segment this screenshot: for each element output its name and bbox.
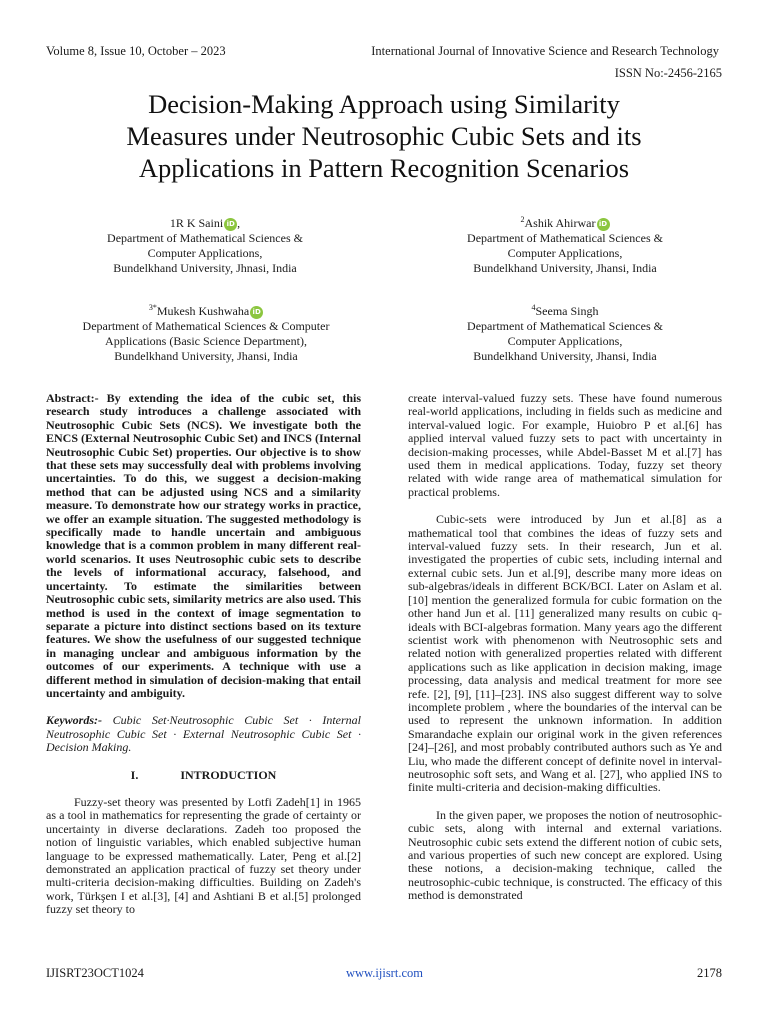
right-column bbox=[408, 392, 722, 903]
orcid-icon[interactable]: iD bbox=[224, 218, 237, 231]
body-paragraph-1: create interval-valued fuzzy sets. These have found numerous real-world applications, including in fields such as medicine and interval-valued logic. For example, Huiobro P et al.[6] has applied interval valued fuzzy sets to pact with uncertainty in decision-making processes, while Abdel-Basset M et al.[7] has used them in medical applications. Today, fuzzy set theory related with wide range area of mathematical simulation for practical problems. bbox=[408, 391, 722, 499]
intro-paragraph: Fuzzy-set theory was presented by Lotfi Zadeh[1] in 1965 as a tool in mathematics for representing the grade of certainty or uncertainty in diverse declarations. Zadeh too proposed the notion of linguistic variables, which enabled subjective human language to be expressed mathematically. Later, Peng et al.[2] demonstrated an application practical of fuzzy set theory under multi-criteria decision-making difficulties. Building on Zadeh's work, Türkşen I et al.[3], [4] and Ashtiani B et al.[5] prolonged fuzzy set theory to bbox=[46, 794, 361, 917]
author-name: $^4$Seema Singh bbox=[531, 303, 599, 318]
header-volume: Volume 8, Issue 10, October – 2023 bbox=[46, 44, 226, 58]
author-affiliation: Bundelkhand University, Jhansi, India bbox=[114, 349, 298, 363]
paper-title bbox=[40, 88, 728, 184]
keywords-text: Cubic Set·Neutrosophic Cubic Set · Internal Neutrosophic Cubic Set · External Neutrosophic Cubic Set · Decision Making. bbox=[46, 713, 361, 755]
author-name: $^2$Ashik Ahirwar iD bbox=[420, 216, 710, 231]
section-title: INTRODUCTION bbox=[180, 767, 277, 782]
author-affiliation: Department of Mathematical Sciences & Computer bbox=[82, 319, 330, 333]
body-paragraph-3: In the given paper, we proposes the notion of neutrosophic-cubic sets, along with internal and external variations. Neutrosophic cubic sets extend the different notion of cubic sets, and various properties of such new concept are explored. Using these notions, a decision-making technique, called the neutrosophic-cubic technique, is constructed. The efficacy of this method is demonstrated bbox=[408, 807, 722, 903]
author-block-1 bbox=[60, 216, 350, 276]
footer-page-number: 2178 bbox=[697, 966, 722, 980]
author-affiliation: Computer Applications, bbox=[507, 334, 623, 348]
title-line: Measures under Neutrosophic Cubic Sets and its bbox=[126, 121, 642, 151]
section-heading bbox=[46, 769, 361, 782]
title-line: Applications in Pattern Recognition Scenarios bbox=[138, 153, 630, 183]
author-affiliation: Computer Applications, bbox=[507, 246, 623, 260]
author-affiliation: Computer Applications, bbox=[147, 246, 263, 260]
keywords bbox=[46, 714, 361, 754]
author-block-2 bbox=[420, 216, 710, 276]
orcid-icon[interactable]: iD bbox=[597, 218, 610, 231]
author-affiliation: Department of Mathematical Sciences & bbox=[467, 231, 663, 245]
footer-paper-id: IJISRT23OCT1024 bbox=[46, 966, 144, 980]
author-block-4 bbox=[420, 304, 710, 364]
title-line: Decision-Making Approach using Similarity bbox=[148, 89, 620, 119]
left-column bbox=[46, 392, 361, 917]
header-issn: ISSN No:-2456-2165 bbox=[614, 66, 722, 80]
author-affiliation: Department of Mathematical Sciences & bbox=[107, 231, 303, 245]
section-number: I. bbox=[130, 767, 139, 782]
keywords-label: Keywords:- bbox=[46, 713, 102, 728]
orcid-icon[interactable]: iD bbox=[250, 306, 263, 319]
author-name: 1R K Saini iD , bbox=[169, 216, 241, 230]
author-affiliation: Department of Mathematical Sciences & bbox=[467, 319, 663, 333]
header-journal: International Journal of Innovative Science and Research Technology bbox=[371, 44, 719, 58]
footer-website-link[interactable]: www.ijisrt.com bbox=[346, 966, 423, 980]
author-affiliation: Bundelkhand University, Jhansi, India bbox=[473, 349, 657, 363]
author-affiliation: Bundelkhand University, Jhnasi, India bbox=[113, 261, 297, 275]
author-affiliation: Bundelkhand University, Jhansi, India bbox=[473, 261, 657, 275]
body-paragraph-2: Cubic-sets were introduced by Jun et al.[8] as a mathematical tool that combines the ideas of fuzzy sets and interval-valued fuzzy sets. In their research, Jun et al. investigated the properties of cubic sets, including internal and external cubic sets. Jun et al.[9], describe many more ideas on sub-algebras/ideals in different BCK/BCI. Later on Aslam et al.[10] mention the generalized formula for cubic formation on the other hand Jun et al. [11] generalized many results on cubic q-ideals with BCI-algebras formation. Many years ago the different scientist work with phenomenon with Neutrosophic sets and related notion with generalized properties related with different applications such as like application in decision making, image processing, data analysis and medical treatment for more see refe. [2], [9], [11]–[23]. INS also suggest different way to solve incomplete problem , where the boundaries of the interval can be used to represent the unknown information. In addition Smarandache explain our original work in the given references [24]–[26], and most probably contributed authors such as Ye and Liu, who made the different concept of definite novel in interval-neutrosophic soft sets, and Wang et al. [27], who applied INS to finite multi-criteria and decision-making difficulties. bbox=[408, 512, 723, 795]
author-block-3 bbox=[56, 304, 356, 364]
abstract: Abstract:- By extending the idea of the cubic set, this research study introduces a challenge associated with Neutrosophic Cubic Sets (NCS). We investigate both the ENCS (External Neutrosophic Cubic Set) and INCS (Internal Neutrosophic Cubic Set) properties. Our objective is to show that these sets may successfully deal with problems involving uncertainties. To do this, we suggest a decision-making method that can be adjusted using NCS and a similarity measure. To demonstrate how our strategy works in practice, we offer an example situation. The suggested methodology is specifically made to handle uncertain and ambiguous knowledge that is a common problem in many different real-world scenarios. It uses Neutrosophic cubic sets to describe the levels of informational accuracy, falsehood, and uncertainty. To estimate the similarities between Neutrosophic cubic sets, similarity metrics are also used. This method is used in the context of image segmentation to separate a picture into distinct sections based on its texture features. We show the usefulness of our suggested technique in managing unclear and ambiguous information by the outcomes of our experiments. A technique with use a different method in simulation of decision-making that entail uncertainty and ambiguity. bbox=[46, 391, 361, 700]
author-affiliation: Applications (Basic Science Department), bbox=[105, 334, 307, 348]
author-name: $^{3*}$Mukesh Kushwaha iD bbox=[56, 304, 356, 319]
